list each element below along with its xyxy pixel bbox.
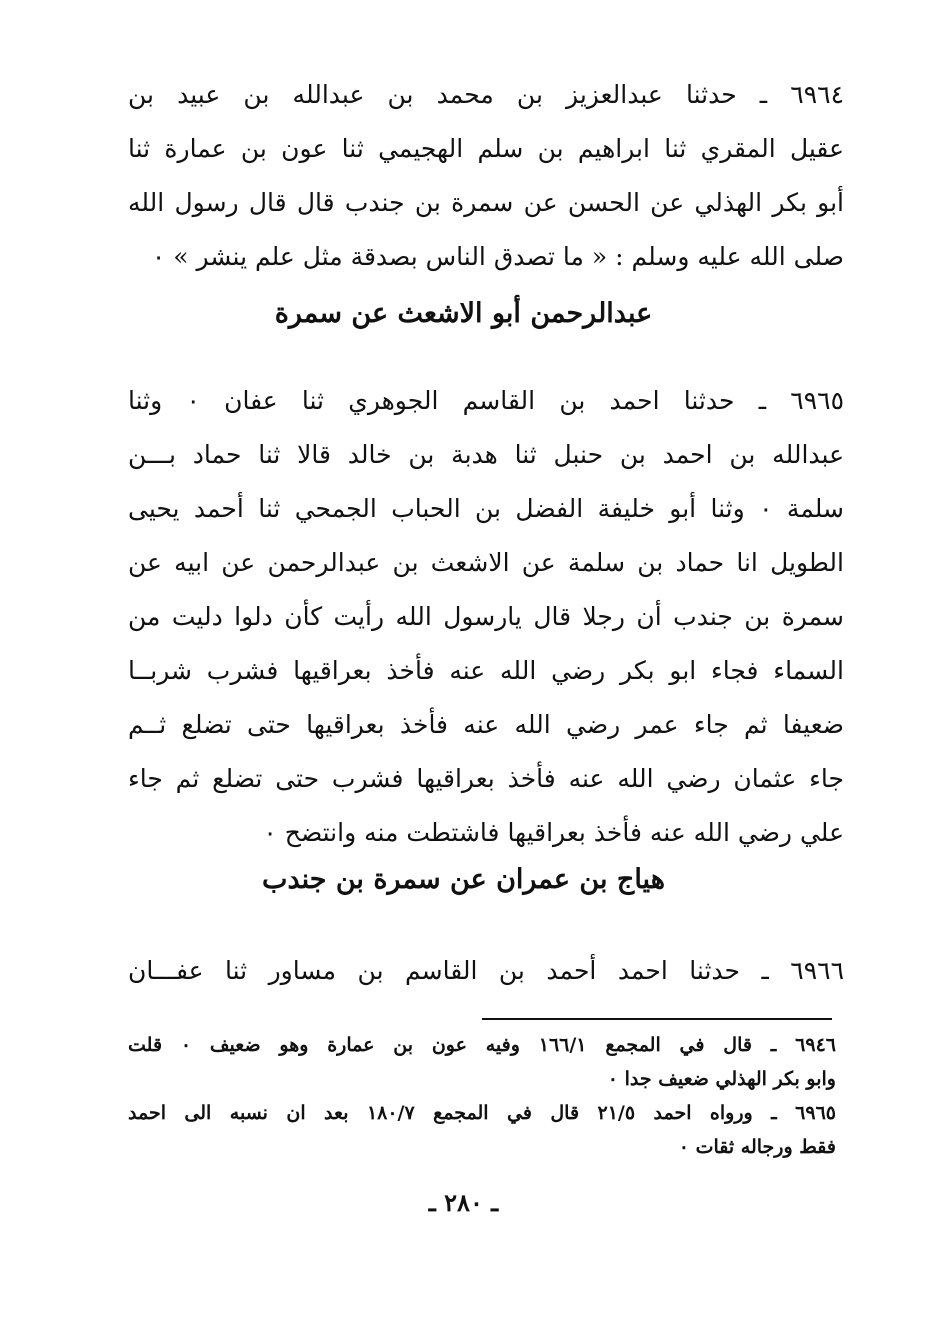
section-heading: عبدالرحمن أبو الاشعث عن سمرة — [274, 298, 653, 329]
text-line: سلمة ٠ وثنا أبو خليفة الفضل بن الحباب الجمحي ثنا أحمد يحيى — [128, 494, 844, 523]
page-number: ـ ٢٨٠ ـ — [428, 1188, 499, 1217]
text-line: الطويل انا حماد بن سلمة عن الاشعث بن عبدالرحمن عن ابيه عن — [128, 548, 844, 577]
text-line: أبو بكر الهذلي عن الحسن عن سمرة بن جندب قال قال رسول الله — [128, 188, 844, 217]
footnotes — [128, 1028, 836, 1164]
footnote-line: ٦٩٦٥ ـ ورواه احمد ٢١/٥ قال في المجمع ١٨٠/٧ بعد ان نسبه الى احمد — [128, 1102, 836, 1124]
text-line: عقيل المقري ثنا ابراهيم بن سلم الهجيمي ثنا عون بن عمارة ثنا — [128, 134, 844, 163]
text-line: ٦٩٦٥ ـ حدثنا احمد بن القاسم الجوهري ثنا عفان ٠ وثنا — [128, 386, 844, 415]
footnote-divider — [482, 1018, 832, 1020]
hadith-6964-paragraph — [128, 68, 844, 284]
footnote-line: فقط ورجاله ثقات ٠ — [678, 1136, 836, 1158]
hadith-6966-paragraph — [128, 944, 844, 998]
text-line: سمرة بن جندب أن رجلا قال يارسول الله رأيت كأن دلوا دليت من — [128, 602, 844, 631]
section-heading: هياج بن عمران عن سمرة بن جندب — [262, 864, 665, 895]
text-line: السماء فجاء ابو بكر رضي الله عنه فأخذ بعراقيها فشرب شربــا — [128, 656, 844, 685]
text-line: جاء عثمان رضي الله عنه فأخذ بعراقيها فشرب حتى تضلع ثم جاء — [128, 764, 844, 793]
text-line: عبدالله بن احمد بن حنبل ثنا هدبة بن خالد قالا ثنا حماد بـــن — [128, 440, 844, 469]
text-line: ٦٩٦٤ ـ حدثنا عبدالعزيز بن محمد بن عبدالله بن عبيد بن — [128, 80, 844, 109]
hadith-6965-paragraph — [128, 374, 844, 860]
footnote-line: وابو بكر الهذلي ضعيف جدا ٠ — [607, 1068, 836, 1090]
text-line: علي رضي الله عنه فأخذ بعراقيها فاشتطت منه وانتضح ٠ — [263, 818, 844, 847]
text-line: ٦٩٦٦ ـ حدثنا احمد أحمد بن القاسم بن مساور ثنا عفـــان — [128, 956, 844, 985]
text-line: صلى الله عليه وسلم : « ما تصدق الناس بصدقة مثل علم ينشر » ٠ — [151, 242, 844, 271]
footnote-line: ٦٩٤٦ ـ قال في المجمع ١٦٦/١ وفيه عون بن عمارة وهو ضعيف ٠ قلت — [128, 1034, 836, 1056]
text-line: ضعيفا ثم جاء عمر رضي الله عنه فأخذ بعراقيها حتى تضلع ثــم — [128, 710, 844, 739]
